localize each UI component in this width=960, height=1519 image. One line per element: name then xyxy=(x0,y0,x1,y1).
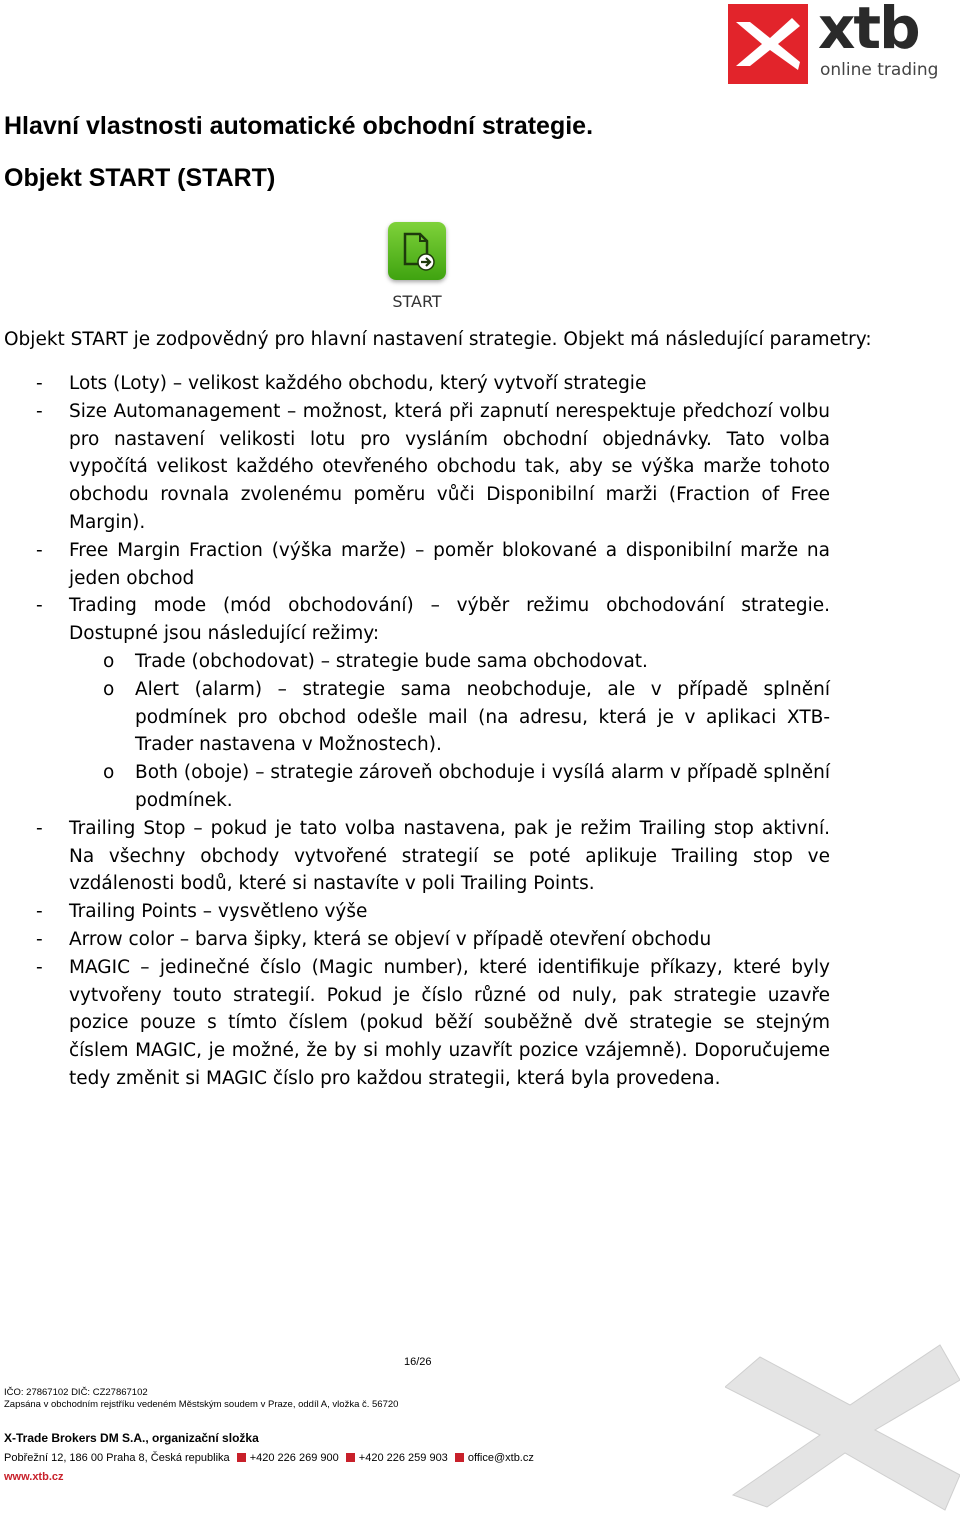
start-icon-label: START xyxy=(392,292,442,311)
page-number: 16/26 xyxy=(404,1356,432,1368)
sub-list-item: o Alert (alarm) – strategie sama neobchoduje, ale v případě splnění podmínek pro obchod odešle mail (na adresu, která je v aplikaci XTB-Trader nastavena v Možnostech). xyxy=(103,678,830,756)
address: Pobřežní 12, 186 00 Praha 8, Česká republika xyxy=(4,1452,230,1464)
company-ids: IČO: 27867102 DIČ: CZ27867102 xyxy=(4,1387,148,1398)
xtb-watermark-icon xyxy=(725,1335,960,1515)
email-link[interactable]: office@xtb.cz xyxy=(467,1452,534,1464)
logo-tagline: online trading xyxy=(820,60,939,80)
list-item: - Trailing Points – vysvětleno výše xyxy=(36,901,368,923)
logo-brand: xtb xyxy=(818,0,919,62)
company-name: X-Trade Brokers DM S.A., organizační složka xyxy=(4,1431,259,1445)
fax-icon xyxy=(346,1453,355,1462)
section-title: Objekt START (START) xyxy=(4,164,276,192)
list-item: - MAGIC – jedinečné číslo (Magic number), které identifikuje příkazy, které byly vytvořeny touto strategií. Pokud je číslo různé od nuly, pak strategie uzavře pozice pouze s tímto číslem (pokud běží souběžně dvě strategie se stejným číslem MAGIC, je možné, že by si mohly uzavřít pozice vzájemně). Doporučujeme tedy změnit si MAGIC číslo pro každou strategii, která byla provedena. xyxy=(36,956,830,1089)
phone: +420 226 269 900 xyxy=(249,1452,339,1464)
list-item: - Trading mode (mód obchodování) – výběr režimu obchodování strategie. Dostupné jsou následující režimy: xyxy=(36,595,830,645)
registry-note: Zapsána v obchodním rejstříku vedeném Městským soudem v Praze, oddíl A, vložka č. 56720 xyxy=(4,1399,399,1410)
xtb-logo xyxy=(728,0,939,84)
list-item: - Trailing Stop – pokud je tato volba nastavena, pak je režim Trailing stop aktivní. Na všechny obchody vytvořené strategií se poté aplikuje Trailing stop ve vzdálenosti bodů, které si nastavíte v poli Trailing Points. xyxy=(36,817,830,895)
page-title: Hlavní vlastnosti automatické obchodní strategie. xyxy=(4,112,594,140)
parameter-list xyxy=(0,370,900,1093)
list-item: - Lots (Loty) – velikost každého obchodu, který vytvoří strategie xyxy=(36,373,647,394)
list-item: - Arrow color – barva šipky, která se objeví v případě otevření obchodu xyxy=(36,928,712,950)
fax: +420 226 259 903 xyxy=(358,1452,448,1464)
sub-list-item: o Both (oboje) – strategie zároveň obchoduje i vysílá alarm v případě splnění podmínek. xyxy=(103,762,830,811)
email-icon xyxy=(455,1453,464,1462)
phone-icon xyxy=(237,1453,246,1462)
intro-paragraph: Objekt START je zodpovědný pro hlavní nastavení strategie. Objekt má následující parametry: xyxy=(4,329,872,350)
list-item: - Free Margin Fraction (výška marže) – poměr blokované a disponibilní marže na jeden obchod xyxy=(36,539,830,589)
list-item: - Size Automanagement – možnost, která při zapnutí nerespektuje předchozí volbu pro nastavení velikosti lotu pro vysláním obchodní objednávky. Tato volba vypočítá velikost každého otevřeného obchodu tak, aby se výška marže tohoto obchodu rovnala zvolenému poměru vůči Disponibilní marži (Fraction of Free Margin). xyxy=(36,400,830,533)
contact-line xyxy=(4,1452,534,1464)
website-link[interactable]: www.xtb.cz xyxy=(4,1471,64,1483)
start-document-arrow-icon xyxy=(388,222,446,280)
xtb-logo-icon xyxy=(728,4,808,84)
sub-list-item: o Trade (obchodovat) – strategie bude sama obchodovat. xyxy=(103,650,648,672)
